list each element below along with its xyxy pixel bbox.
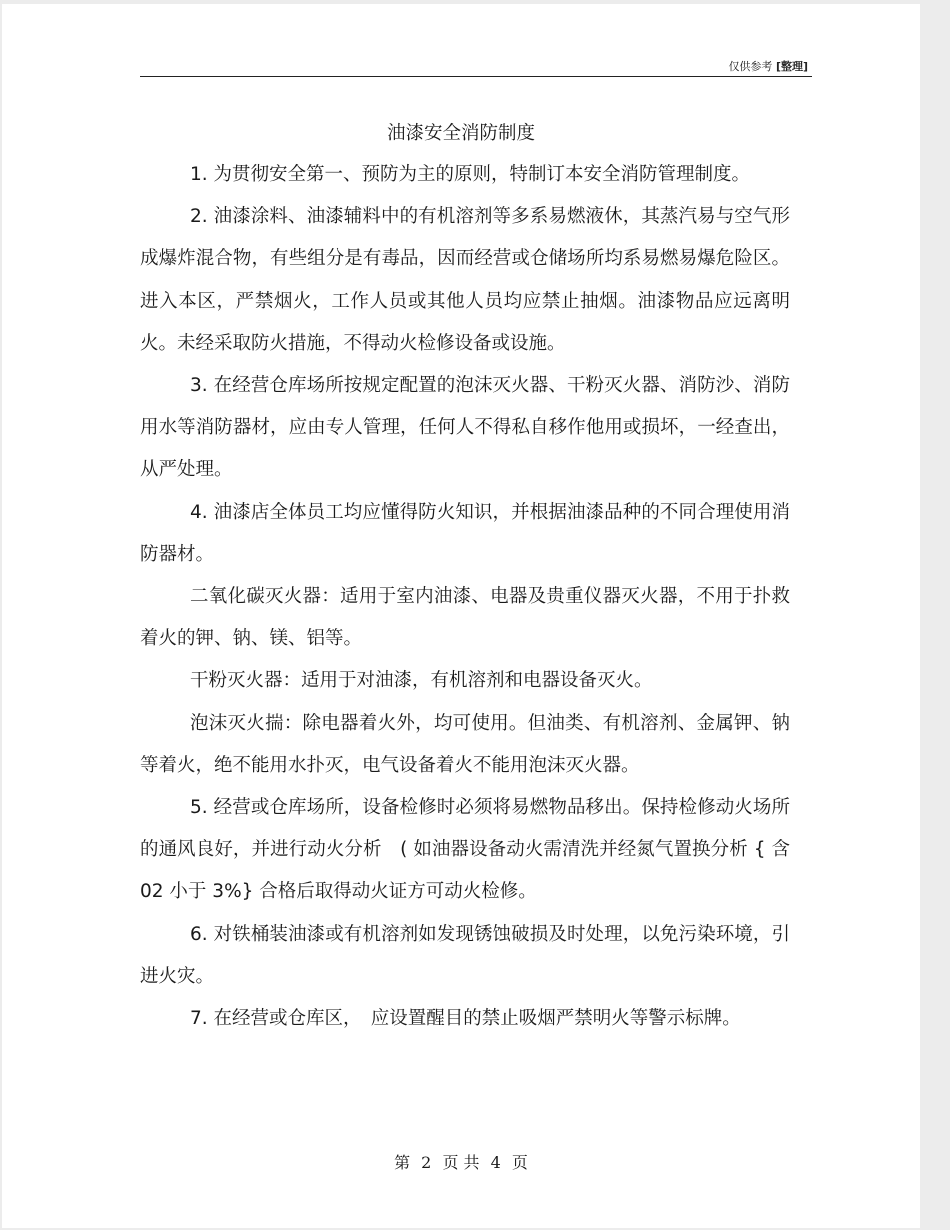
paragraph-foam-extinguisher: 泡沫灭火揣：除电器着火外，均可使用。但油类、有机溶剂、金属钾、钠等着火，绝不能用水扑灭，电气设备着火不能用泡沫灭火器。: [140, 712, 790, 776]
paragraph-3: 3. 在经营仓库场所按规定配置的泡沫灭火器、干粉灭火器、消防沙、消防用水等消防器材，应由专人管理，任何人不得私自移作他用或损坏，一经查出，从严处理。: [140, 375, 790, 481]
paragraph-1: 1. 为贯彻安全第一、预防为主的原则，特制订本安全消防管理制度。: [190, 164, 751, 185]
paragraph-7: 7. 在经营或仓库区， 应设置醒目的禁止吸烟严禁明火等警示标牌。: [190, 1008, 741, 1030]
page-footer: [2, 1150, 920, 1173]
document-page: [2, 4, 920, 1228]
document-title: 油漆安全消防制度: [386, 123, 535, 144]
header-note: 仅供参考: [728, 60, 773, 73]
footer-prefix: 第: [394, 1153, 411, 1172]
paragraph-co2-extinguisher: 二氧化碳灭火器：适用于室内油漆、电器及贵重仪器灭火器，不用于扑救着火的钾、钠、镁、铝等。: [140, 586, 790, 650]
paragraph-5: 5. 经营或仓库场所，设备检修时必须将易燃物品移出。保持检修动火场所的通风良好，并进行动火分析 ( 如油器设备动火需清洗并经氮气置换分析 { 含 02 小于 3%} 合格后取得动火证方可动火检修。: [140, 797, 790, 903]
header-tag: [整理]: [775, 60, 808, 73]
paragraph-6: 6. 对铁桶装油漆或有机溶剂如发现锈蚀破损及时处理，以免污染环境，引进火灾。: [140, 923, 790, 987]
page-header: [728, 58, 808, 74]
paragraph-2: 2. 油漆涂料、油漆辅料中的有机溶剂等多系易燃液休，其蒸汽易与空气形成爆炸混合物，有些组分是有毒品，因而经营或仓储场所均系易燃易爆危险区。进入本区，严禁烟火，工作人员或其他人员均应禁止抽烟。油漆物品应远离明火。未经采取防火措施，不得动火检修设备或设施。: [140, 206, 790, 354]
header-rule: [140, 76, 812, 77]
footer-current-page: 2: [421, 1153, 432, 1172]
paragraph-4: 4. 油漆店全体员工均应懂得防火知识，并根据油漆品种的不同合理使用消防器材。: [140, 501, 790, 565]
footer-suffix: 页: [511, 1153, 528, 1172]
paragraph-powder-extinguisher: 干粉灭火器：适用于对油漆，有机溶剂和电器设备灭火。: [190, 670, 653, 692]
document-body: [140, 154, 790, 1040]
footer-total-pages: 4: [490, 1153, 501, 1172]
footer-mid: 页 共: [442, 1153, 480, 1172]
